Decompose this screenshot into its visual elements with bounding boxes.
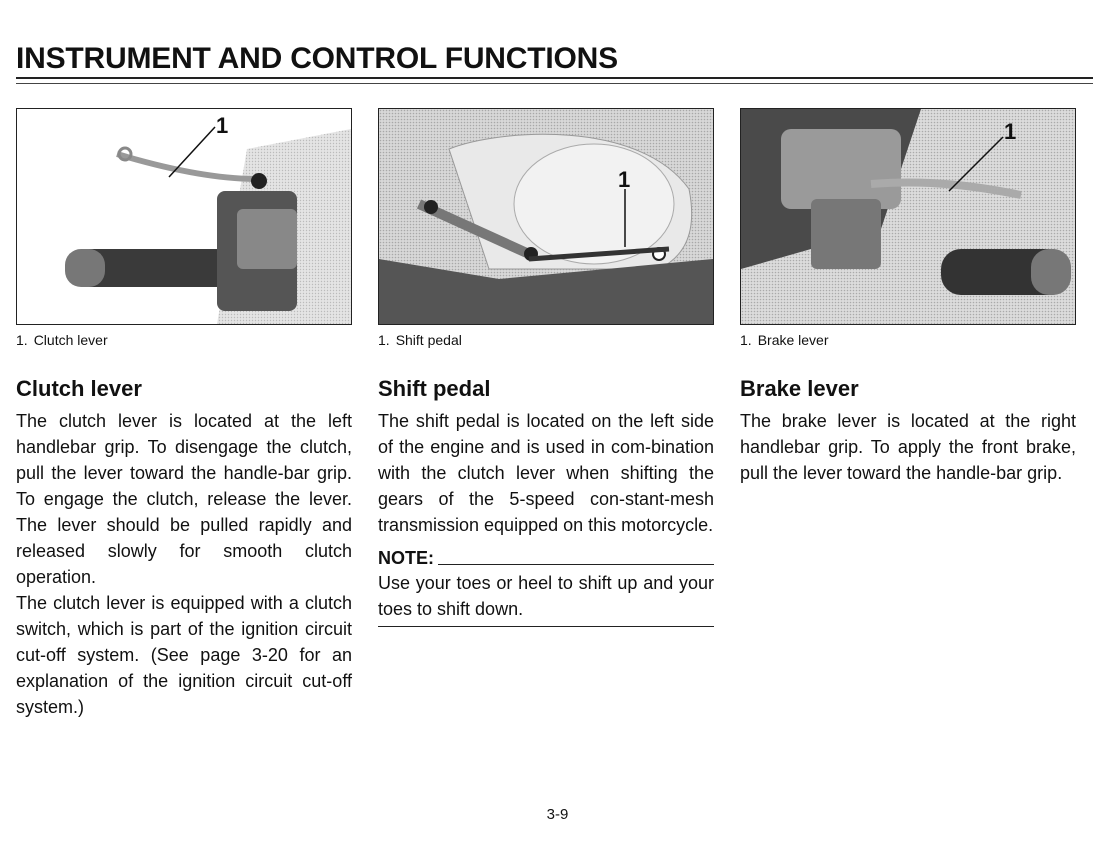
note-header [378, 548, 714, 568]
shift-pedal-heading: Shift pedal [378, 376, 491, 401]
shift-pedal-illustration [379, 109, 713, 324]
title-rule-thin [16, 83, 1093, 84]
note-rule [438, 564, 714, 565]
caption-text: Clutch lever [33, 332, 108, 348]
note-label: NOTE: [378, 548, 434, 568]
caption-number: 1. [378, 332, 390, 348]
brake-caption [740, 331, 1076, 349]
shift-callout-number: 1 [618, 167, 631, 192]
caption-number: 1. [16, 332, 28, 348]
brake-lever-illustration [741, 109, 1075, 324]
shift-caption [378, 331, 714, 349]
clutch-lever-photo [16, 108, 352, 325]
clutch-lever-illustration [17, 109, 351, 324]
title-rule-thick [16, 77, 1093, 79]
clutch-callout-number: 1 [216, 113, 229, 138]
brake-lever-heading: Brake lever [740, 376, 859, 401]
shift-pedal-column [378, 108, 714, 627]
clutch-paragraph-1: The clutch lever is located at the left handlebar grip. To disengage the clutch, pull the lever toward the handle-bar grip. To engage the clutch, release the lever. The lever should be pulled rapidly and released slowly for smooth clutch operation. [16, 411, 352, 587]
caption-text: Shift pedal [395, 332, 462, 348]
caption-number: 1. [740, 332, 752, 348]
page-title: INSTRUMENT AND CONTROL FUNCTIONS [16, 42, 618, 75]
note-text: Use your toes or heel to shift up and your toes to shift down. [378, 570, 714, 627]
clutch-lever-heading: Clutch lever [16, 376, 142, 401]
clutch-paragraph-2: The clutch lever is equipped with a clutch switch, which is part of the ignition circuit cut-off system. (See page 3-20 for an explanation of the ignition circuit cut-off system.) [16, 593, 352, 717]
shift-pedal-photo [378, 108, 714, 325]
brake-lever-column [740, 108, 1076, 486]
shift-note [378, 548, 714, 627]
clutch-caption [16, 331, 352, 349]
shift-paragraph-1: The shift pedal is located on the left side of the engine and is used in com-bination with the clutch lever when shifting the gears of the 5-speed con-stant-mesh transmission equipped on this motorcycle. [378, 411, 714, 535]
brake-callout-number: 1 [1004, 119, 1017, 144]
brake-lever-photo [740, 108, 1076, 325]
clutch-lever-column [16, 108, 352, 720]
page-number: 3-9 [546, 806, 569, 823]
caption-text: Brake lever [757, 332, 829, 348]
brake-paragraph-1: The brake lever is located at the right handlebar grip. To apply the front brake, pull the lever toward the handle-bar grip. [740, 411, 1076, 483]
